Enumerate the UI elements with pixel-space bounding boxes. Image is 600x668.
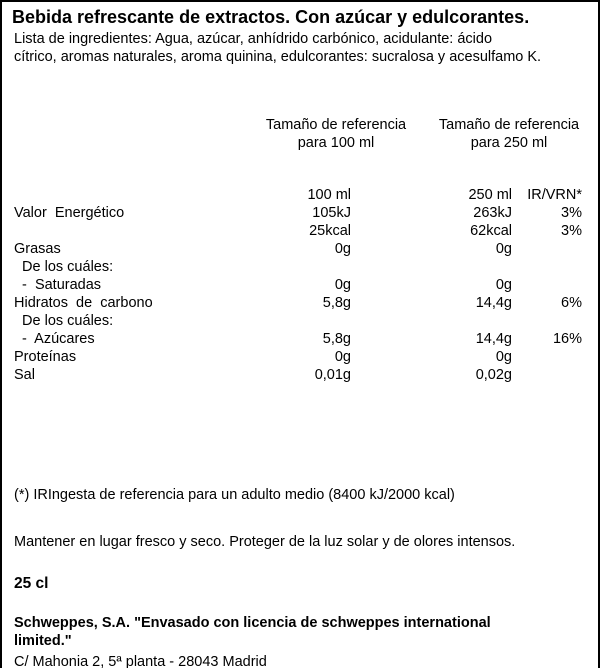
row-value-250ml: 0,02g: [475, 367, 512, 383]
header-250ml-line-1: Tamaño de referencia: [438, 117, 580, 133]
ingredients-line-2: cítrico, aromas naturales, aroma quinina, edulcorantes: sucralosa y acesulfamo K.: [14, 49, 542, 65]
row-label: De los cuáles:: [14, 313, 114, 329]
row-label: Proteínas: [14, 349, 77, 365]
row-label: - Saturadas: [14, 277, 102, 293]
row-value-250ml: 14,4g: [475, 295, 512, 311]
unit-250ml: 250 ml: [468, 187, 512, 203]
header-100ml-line-2: para 100 ml: [297, 135, 375, 151]
row-value-ir: 3%: [561, 205, 582, 221]
row-label: Sal: [14, 367, 35, 383]
unit-ir: IR/VRN*: [527, 187, 582, 203]
address: C/ Mahonia 2, 5ª planta - 28043 Madrid: [14, 654, 267, 668]
footnote: (*) IRIngesta de referencia para un adulto medio (8400 kJ/2000 kcal): [14, 487, 455, 503]
row-value-250ml: 0g: [495, 349, 512, 365]
row-label: Valor Energético: [14, 205, 125, 221]
row-value-ir: 6%: [561, 295, 582, 311]
volume: 25 cl: [14, 575, 49, 592]
unit-100ml: 100 ml: [307, 187, 351, 203]
row-value-250ml: 0g: [495, 277, 512, 293]
product-title: Bebida refrescante de extractos. Con azúcar y edulcorantes.: [12, 7, 530, 27]
header-100ml-line-1: Tamaño de referencia: [265, 117, 407, 133]
company-line-1: Schweppes, S.A. "Envasado con licencia de schweppes international: [14, 615, 491, 631]
header-250ml-line-2: para 250 ml: [470, 135, 548, 151]
row-value-250ml: 14,4g: [475, 331, 512, 347]
row-value-100ml: 105kJ: [312, 205, 351, 221]
row-value-100ml: 5,8g: [322, 331, 351, 347]
row-value-ir: 3%: [561, 223, 582, 239]
row-value-100ml: 5,8g: [322, 295, 351, 311]
row-value-100ml: 25kcal: [309, 223, 351, 239]
row-label: - Azúcares: [14, 331, 95, 347]
company-line-2: limited.": [14, 633, 72, 649]
row-label: De los cuáles:: [14, 259, 114, 275]
row-value-100ml: 0g: [334, 241, 351, 257]
row-value-ir: 16%: [552, 331, 582, 347]
row-value-100ml: 0,01g: [314, 367, 351, 383]
row-label: Grasas: [14, 241, 61, 257]
ingredients-line-1: Lista de ingredientes: Agua, azúcar, anhídrido carbónico, acidulante: ácido: [14, 31, 493, 47]
row-value-250ml: 263kJ: [473, 205, 512, 221]
row-value-250ml: 0g: [495, 241, 512, 257]
row-value-250ml: 62kcal: [470, 223, 512, 239]
row-value-100ml: 0g: [334, 277, 351, 293]
storage-instructions: Mantener en lugar fresco y seco. Proteger de la luz solar y de olores intensos.: [14, 534, 516, 550]
row-label: Hidratos de carbono: [14, 295, 153, 311]
row-value-100ml: 0g: [334, 349, 351, 365]
